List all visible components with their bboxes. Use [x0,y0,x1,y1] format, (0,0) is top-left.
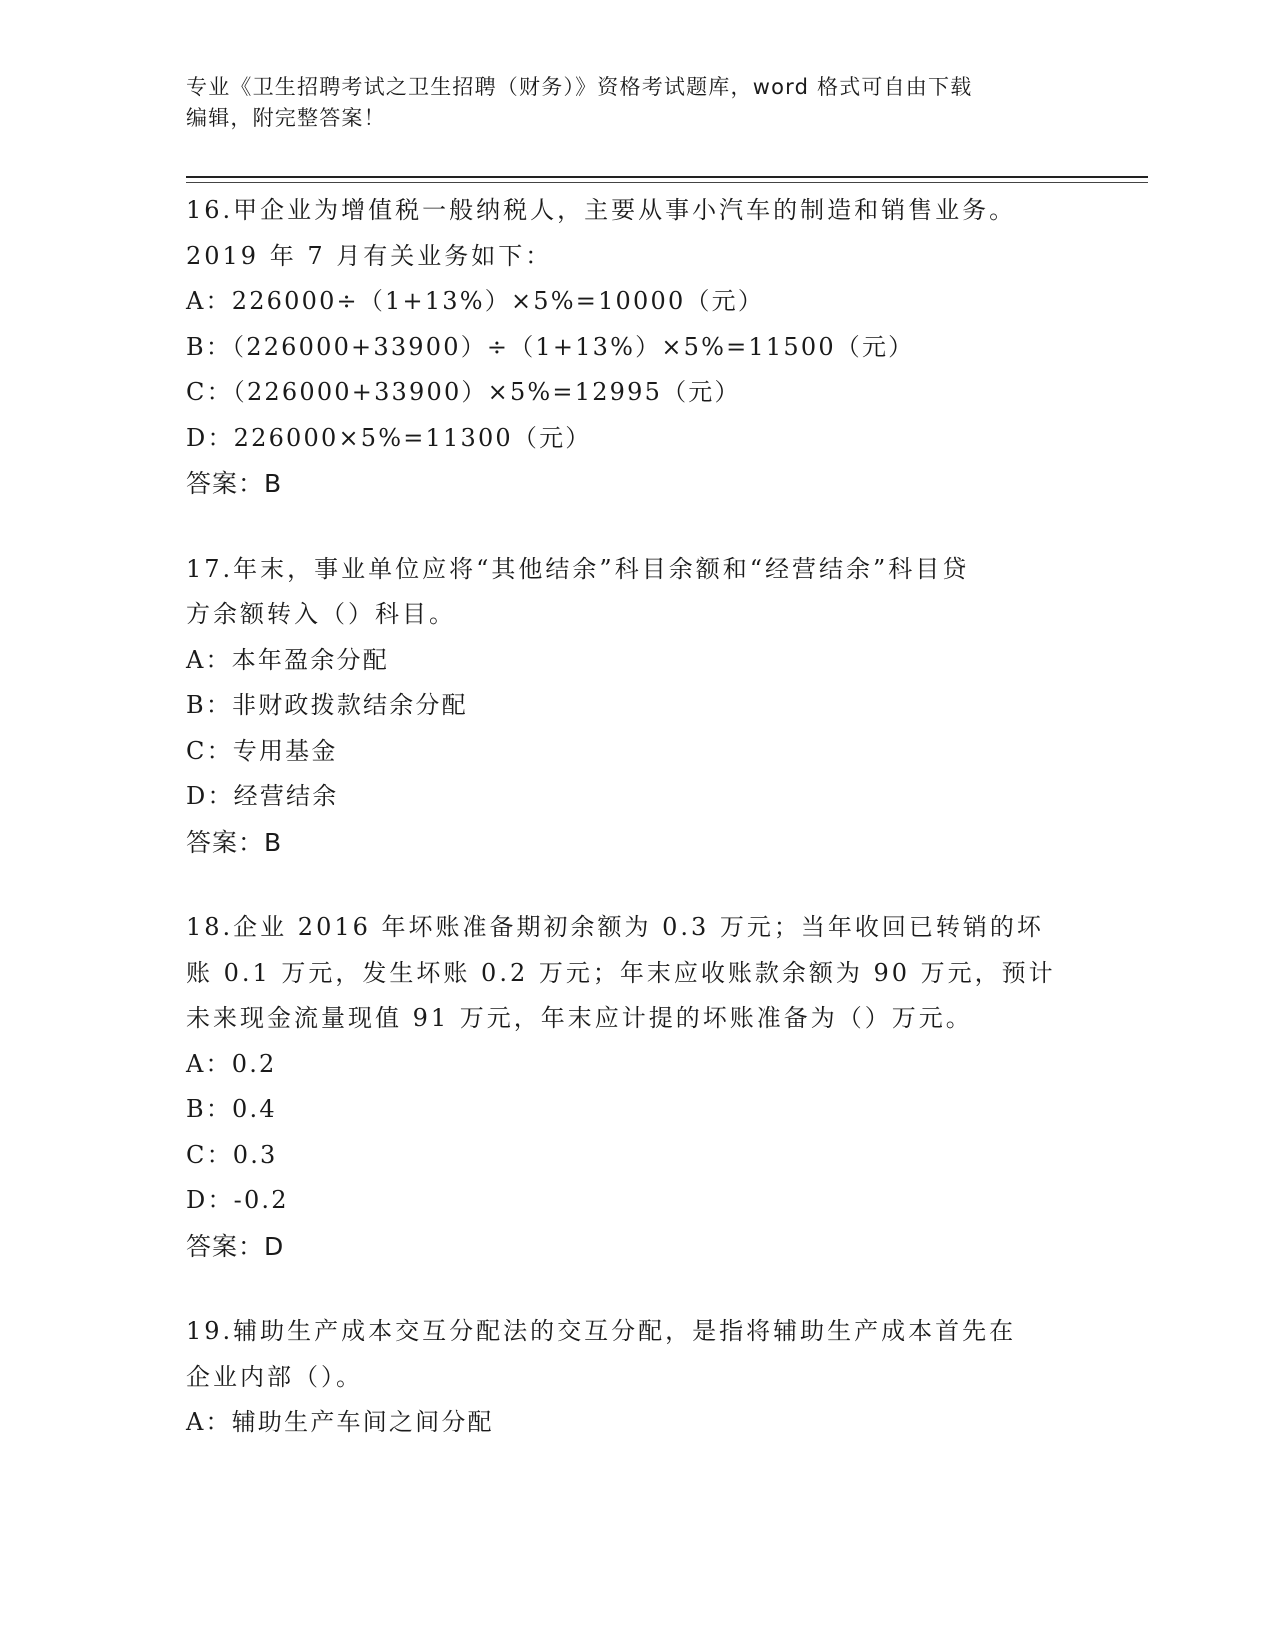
option-b: B：非财政拨款结余分配 [186,691,468,719]
option-a: A：226000÷（1+13%）×5%=10000（元） [186,287,765,315]
question-stem: 17.年末，事业单位应将“其他结余”科目余额和“经营结余”科目贷 [186,554,970,583]
question-stem: 账 0.1 万元，发生坏账 0.2 万元；年末应收账款余额为 90 万元，预计 [186,958,1056,987]
option-d: D：-0.2 [186,1186,289,1214]
option-c: C：0.3 [186,1140,278,1169]
option-a: A：本年盈余分配 [186,645,389,674]
option-c: C：（226000+33900）×5%=12995（元） [186,378,741,406]
header-divider [186,176,1148,178]
question-stem: 16.甲企业为增值税一般纳税人，主要从事小汽车的制造和销售业务。 [186,196,1017,224]
option-b: B：（226000+33900）÷（1+13%）×5%=11500（元） [186,332,915,361]
question-stem: 未来现金流量现值 91 万元，年末应计提的坏账准备为（）万元。 [186,1004,973,1032]
option-d: D：经营结余 [186,782,339,810]
question-stem: 企业内部（）。 [186,1362,363,1391]
question-stem: 方余额转入（）科目。 [186,600,456,628]
option-b: B：0.4 [186,1095,277,1123]
question-18 [186,905,1086,1269]
header-line-1: 专业《卫生招聘考试之卫生招聘（财务）》资格考试题库，word 格式可自由下载 [186,75,973,99]
answer: 答案：D [186,1231,285,1261]
answer: 答案：B [186,827,283,857]
header-divider-thin [186,182,1148,183]
header-line-2: 编辑，附完整答案！ [186,106,386,130]
answer: 答案：B [186,469,283,498]
option-a: A：辅助生产车间之间分配 [186,1408,494,1436]
option-a: A：0.2 [186,1049,277,1078]
question-stem: 2019 年 7 月有关业务如下： [186,241,553,270]
question-list [186,188,1086,1486]
option-d: D：226000×5%=11300（元） [186,423,592,452]
document-header [186,72,1066,134]
question-stem: 19.辅助生产成本交互分配法的交互分配，是指将辅助生产成本首先在 [186,1317,1017,1345]
question-stem: 18.企业 2016 年坏账准备期初余额为 0.3 万元；当年收回已转销的坏 [186,913,1044,941]
option-c: C：专用基金 [186,736,338,765]
question-17 [186,547,1086,866]
question-16 [186,188,1086,507]
question-19 [186,1309,1086,1446]
